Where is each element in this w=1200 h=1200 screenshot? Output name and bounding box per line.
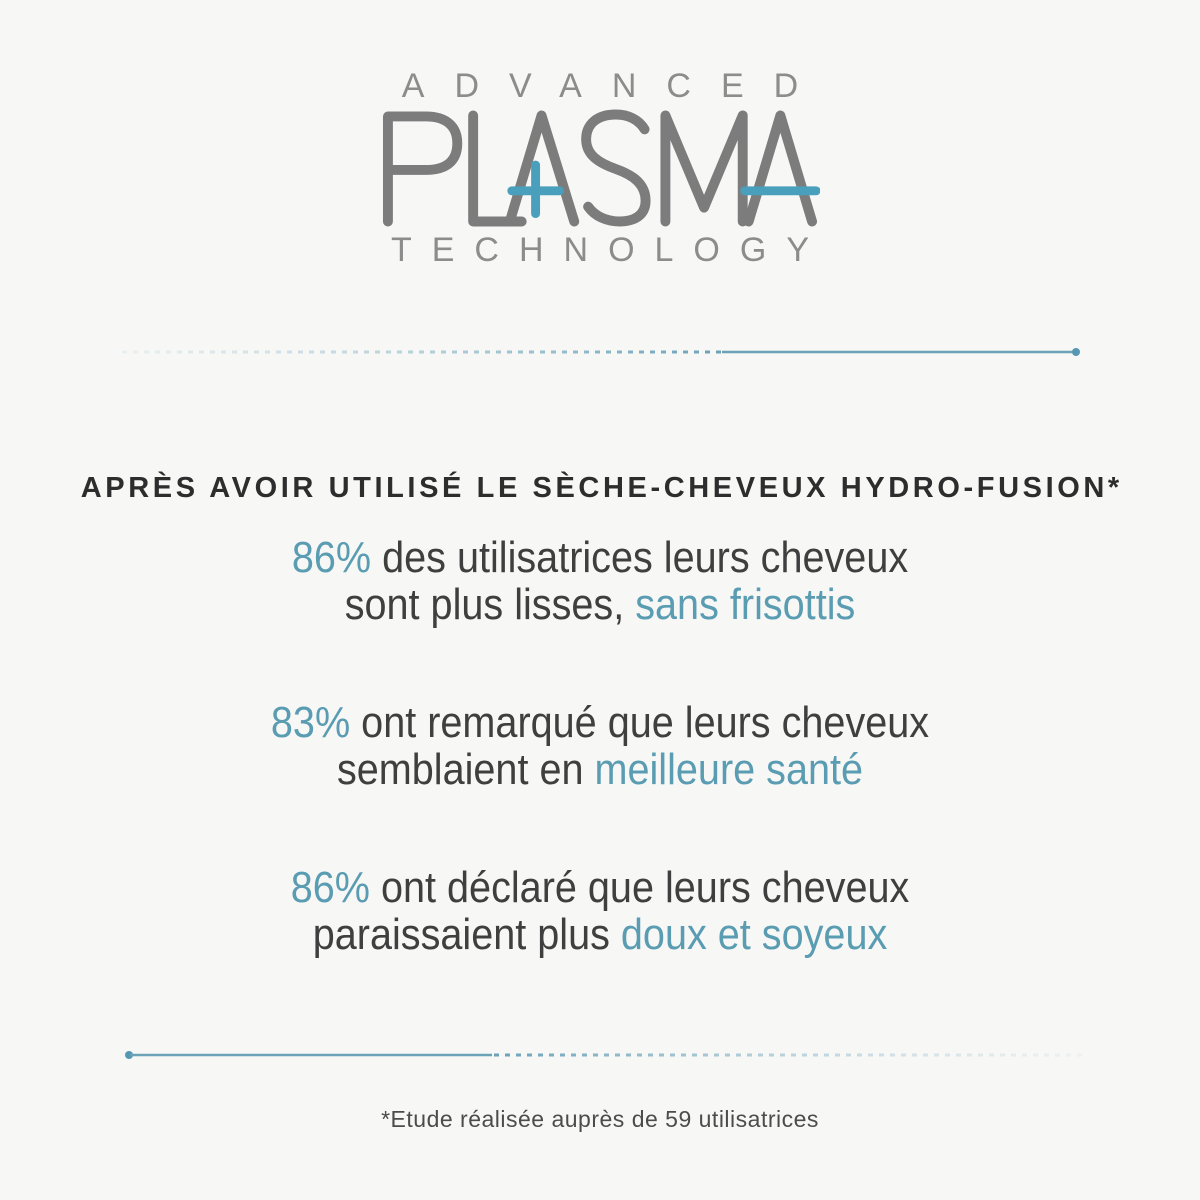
logo-line-technology: TECHNOLOGY	[390, 231, 830, 269]
letter-p	[388, 116, 457, 221]
stat-text: ont remarqué que leurs cheveux	[350, 698, 930, 747]
stat-healthier-hair	[60, 699, 1140, 793]
stat-highlight: doux et soyeux	[620, 910, 888, 959]
bottom-divider	[0, 1049, 1200, 1061]
stat-percentage: 86%	[290, 863, 370, 912]
stat-smoother-hair	[60, 534, 1140, 628]
stat-text: ont déclaré que leurs cheveux	[369, 863, 910, 912]
logo-line-advanced: ADVANCED	[401, 67, 829, 105]
stat-percentage: 83%	[270, 698, 351, 747]
stat-percentage: 86%	[291, 533, 372, 582]
stat-softer-hair	[60, 864, 1140, 958]
stat-highlight: sans frisottis	[635, 580, 856, 629]
letter-s	[586, 114, 645, 221]
headline: APRÈS AVOIR UTILISÉ LE SÈCHE-CHEVEUX HYDRO-FUSION*	[80, 472, 1123, 504]
stat-text: sont plus lisses,	[344, 580, 636, 629]
stat-text: semblaient en	[336, 745, 595, 794]
stat-text: des utilisatrices leurs cheveux	[371, 533, 909, 582]
top-divider	[0, 346, 1200, 358]
plasma-wordmark	[380, 109, 820, 227]
letter-a2	[749, 115, 812, 221]
letter-m	[665, 115, 742, 221]
stat-text: paraissaient plus	[312, 910, 621, 959]
letter-a1	[510, 115, 574, 221]
stat-highlight: meilleure santé	[594, 745, 864, 794]
footnote: *Etude réalisée auprès de 59 utilisatrices	[381, 1106, 819, 1132]
